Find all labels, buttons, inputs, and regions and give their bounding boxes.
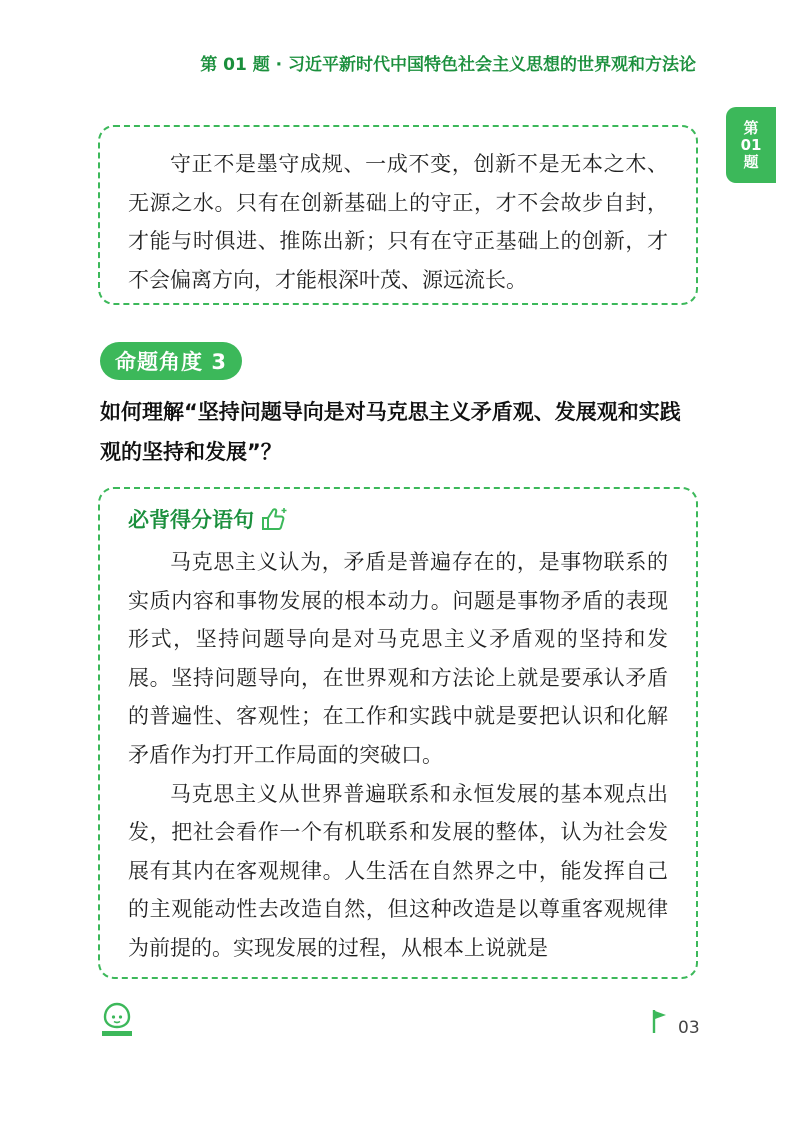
chapter-side-tab <box>726 107 776 183</box>
page-header <box>0 50 800 78</box>
side-tab-char-1: 第 <box>743 118 759 137</box>
flag-icon <box>651 1008 669 1034</box>
thumbs-up-icon <box>260 506 288 532</box>
question-text: 如何理解“坚持问题导向是对马克思主义矛盾观、发展观和实践观的坚持和发展”？ <box>100 400 681 464</box>
side-tab-char-2: 01 <box>740 135 762 154</box>
page-number: 03 <box>678 1018 700 1038</box>
quote-paragraph: 守正不是墨守成规、一成不变，创新不是无本之木、无源之水。只有在创新基础上的守正，才不会故步自封，才能与时俱进、推陈出新；只有在守正基础上的创新，才不会偏离方向，才能根深叶茂、源远流长。 <box>128 152 668 292</box>
side-tab-char-3: 题 <box>743 152 759 171</box>
answer-box-title-text: 必背得分语句 <box>128 508 254 532</box>
answer-paragraph-1: 马克思主义认为，矛盾是普遍存在的，是事物联系的实质内容和事物发展的根本动力。问题是事物矛盾的表现形式，坚持问题导向是对马克思主义矛盾观的坚持和发展。坚持问题导向，在世界观和方法论上就是要承认矛盾的普遍性、客观性；在工作和实践中就是要把认识和化解矛盾作为打开工作局面的突破口。 <box>128 550 668 767</box>
answer-paragraph-2: 马克思主义从世界普遍联系和永恒发展的基本观点出发，把社会看作一个有机联系和发展的整体，认为社会发展有其内在客观规律。人生活在自然界之中，能发挥自己的主观能动性去改造自然，但这种改造是以尊重客观规律为前提的。实现发展的过程，从根本上说就是 <box>128 781 668 960</box>
quote-box <box>98 125 698 305</box>
mascot-logo-icon <box>101 1000 133 1038</box>
answer-box <box>98 487 698 979</box>
header-title: 第 01 题 · 习近平新时代中国特色社会主义思想的世界观和方法论 <box>200 55 696 75</box>
angle-badge: 命题角度 3 <box>100 342 242 380</box>
answer-box-title <box>128 501 668 537</box>
